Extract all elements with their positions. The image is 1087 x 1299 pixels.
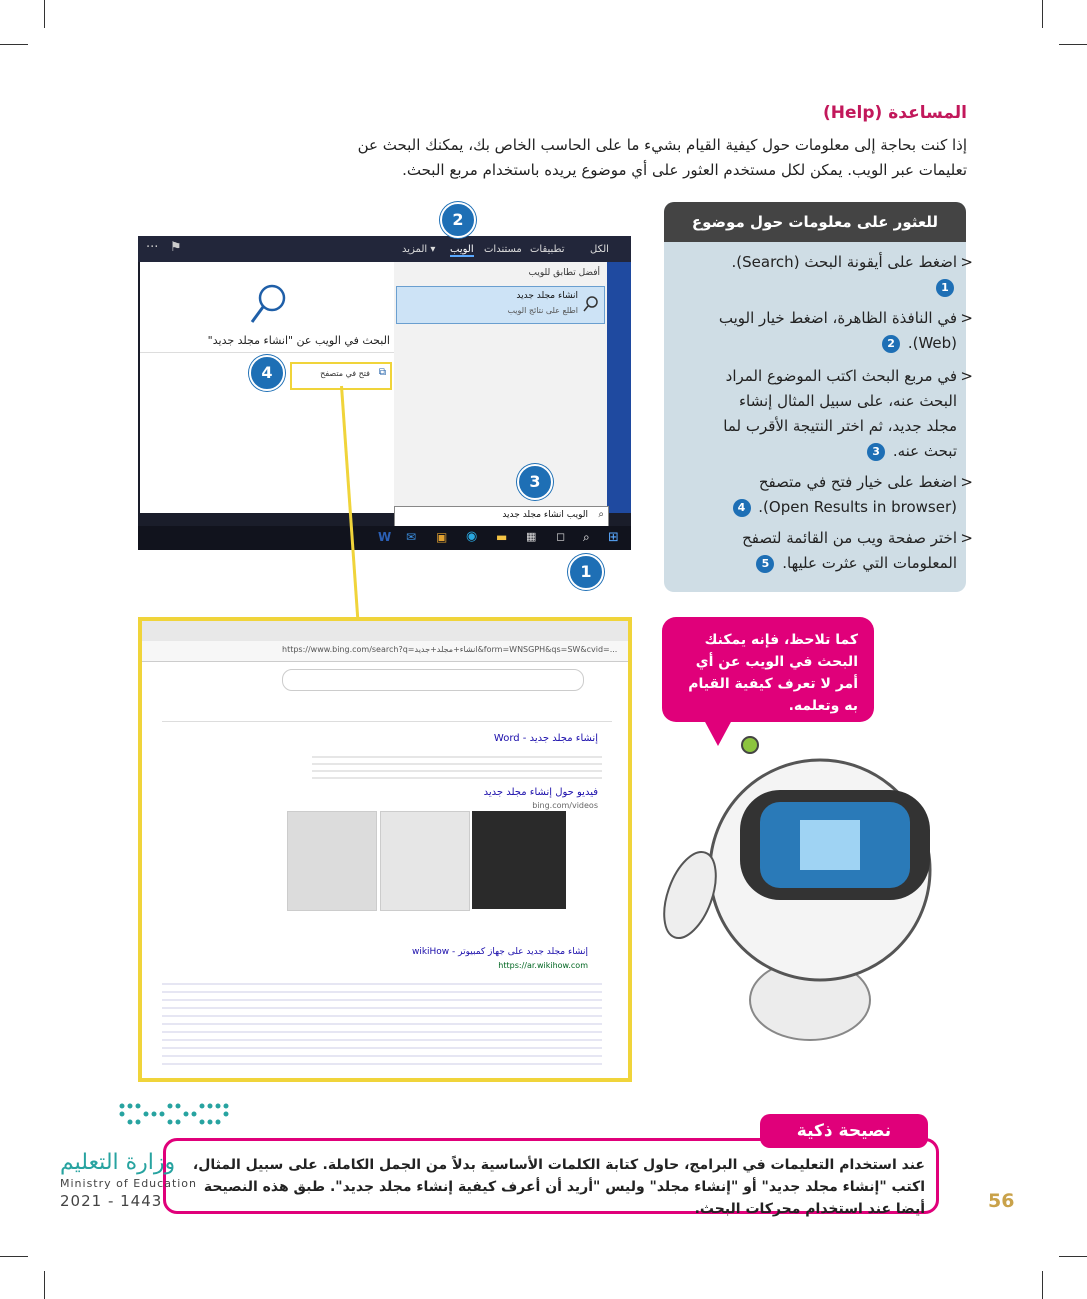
edge-browser-icon[interactable]: ◉ (466, 529, 478, 544)
robot-speech-bubble (662, 617, 874, 722)
tab-apps[interactable]: تطبيقات (530, 244, 565, 255)
windows-start-icon[interactable]: ⊞ (608, 530, 619, 545)
more-options-icon[interactable]: ··· (146, 240, 159, 255)
robot-illustration (660, 720, 960, 1050)
search-icon (248, 282, 288, 326)
browser-tab-bar (142, 621, 628, 641)
result-1-title[interactable]: إنشاء مجلد جديد - Word (493, 733, 598, 744)
widgets-icon[interactable]: ▦ (526, 530, 537, 543)
divider (162, 721, 612, 722)
ministry-name-en: Ministry of Education (60, 1177, 198, 1190)
step-1-number: 1 (936, 279, 954, 297)
external-link-icon: ⧉ (378, 367, 386, 378)
callout-1: 1 (568, 554, 604, 590)
result-1-snippet (312, 751, 602, 779)
video-thumbnail[interactable] (380, 811, 470, 911)
result-2-snippet (162, 977, 602, 1069)
bubble-text: كما تلاحظ، فإنه يمكنك البحث في الويب عن أي أمر لا تعرف كيفية القيام به وتعلمه. (688, 632, 858, 714)
search-web-label: البحث في الويب عن "انشاء مجلد جديد" (207, 334, 390, 347)
step-2: < في النافذة الظاهرة، اضغط خيار الويب (Web). 2 (718, 309, 973, 352)
page-number: 56 (988, 1190, 1015, 1212)
intro-paragraph: إذا كنت بحاجة إلى معلومات حول كيفية القيام بشيء ما على الحاسب الخاص بك، يمكنك البحث عن تعليمات عبر الويب. يمكن لكل مستخدم العثور على أي موضوع يريده باستخدام مربع البحث. (357, 136, 967, 179)
step-4-text: اضغط على خيار فتح في متصفح (Open Results in browser). (758, 473, 957, 516)
search-icon (582, 295, 600, 313)
videos-source: bing.com/videos (532, 801, 598, 810)
task-view-icon[interactable]: ◻ (556, 530, 566, 543)
bing-results-screenshot (138, 617, 632, 1082)
tip-text: عند استخدام التعليمات في البرامج، حاول كتابة الكلمات الأساسية بدلاً من الجمل الكاملة. على سبيل المثال، اكتب "إنشاء مجلد جديد" أو "إنشاء مجلد" وليس "أريد أن أعرف كيفية إنشاء مجلد جديد". طبق هذه النصيحة أيضا عند استخدام محركات البحث. (192, 1157, 925, 1217)
search-box-text: الويب انشاء مجلد جديد (502, 510, 588, 520)
video-thumbnail[interactable] (472, 811, 566, 909)
section-heading: المساعدة (Help) (823, 103, 967, 123)
step-4: < اضغط على خيار فتح في متصفح (Open Results in browser). 4 (717, 470, 957, 520)
taskbar-search-box[interactable] (394, 506, 609, 528)
edition-year: 2021 - 1443 (60, 1192, 163, 1210)
video-thumbnail[interactable] (287, 811, 377, 911)
step-5-number: 5 (756, 555, 774, 573)
steps-panel-title: للعثور على معلومات حول موضوع (664, 202, 966, 242)
step-2-number: 2 (882, 335, 900, 353)
step-1-text: اضغط على أيقونة البحث (Search). (731, 253, 957, 271)
address-url: https://www.bing.com/search?q=انشاء+مجلد+جديد&form=WNSGPH&qs=SW&cvid=... (282, 645, 618, 654)
store-icon[interactable]: ▣ (436, 530, 448, 544)
tab-more[interactable]: المزيد ▾ (402, 244, 436, 255)
word-icon[interactable]: W (378, 530, 392, 544)
step-1: < اضغط على أيقونة البحث (Search). 1 (717, 250, 957, 300)
tip-title: نصيحة ذكية (760, 1114, 928, 1148)
ministry-logo-dots (116, 1100, 236, 1134)
best-match-item[interactable] (396, 286, 605, 324)
videos-title[interactable]: فيديو حول إنشاء مجلد جديد (483, 787, 598, 798)
file-explorer-icon[interactable]: ▬ (496, 530, 508, 544)
callout-2: 2 (440, 202, 476, 238)
tab-all[interactable]: الكل (590, 244, 609, 255)
feedback-icon[interactable]: ⚑ (170, 240, 182, 255)
mail-icon[interactable]: ✉ (406, 530, 417, 544)
best-match-title: انشاء مجلد جديد (516, 291, 578, 301)
callout-3: 3 (517, 464, 553, 500)
search-icon: ⌕ (598, 509, 604, 520)
tab-documents[interactable]: مستندات (484, 244, 522, 255)
step-3-number: 3 (867, 443, 885, 461)
step-5-text: اختر صفحة ويب من القائمة لتصفح المعلومات التي عثرت عليها. (742, 529, 957, 572)
step-2-text: في النافذة الظاهرة، اضغط خيار الويب (Web). (718, 309, 957, 352)
address-bar[interactable] (142, 641, 628, 662)
divider (140, 352, 394, 353)
ministry-name-ar: وزارة التعليم (60, 1150, 176, 1175)
best-match-subtitle: اطلع على نتائج الويب (507, 306, 578, 315)
open-in-browser-label: فتح في متصفح (320, 369, 370, 378)
step-3: < في مربع البحث اكتب الموضوع المراد البحث عنه، على سبيل المثال إنشاء مجلد جديد، ثم اختر النتيجة الأقرب لما تبحث عنه. 3 (723, 367, 973, 460)
step-4-number: 4 (733, 499, 751, 517)
best-match-header: أفضل تطابق للويب (528, 268, 600, 278)
desktop-edge (607, 262, 631, 513)
step-3-text: في مربع البحث اكتب الموضوع المراد البحث عنه، على سبيل المثال إنشاء مجلد جديد، ثم اختر النتيجة الأقرب لما تبحث عنه. (723, 367, 957, 460)
callout-4: 4 (249, 355, 285, 391)
bing-search-box[interactable] (282, 669, 584, 691)
step-5: < اختر صفحة ويب من القائمة لتصفح المعلومات التي عثرت عليها. 5 (742, 529, 973, 572)
result-2-url: https://ar.wikihow.com (498, 961, 588, 970)
search-icon[interactable]: ⌕ (583, 530, 590, 544)
result-2-title[interactable]: إنشاء مجلد جديد على جهاز كمبيوتر - wikiHow (411, 947, 588, 957)
tab-web[interactable]: الويب (450, 244, 474, 255)
